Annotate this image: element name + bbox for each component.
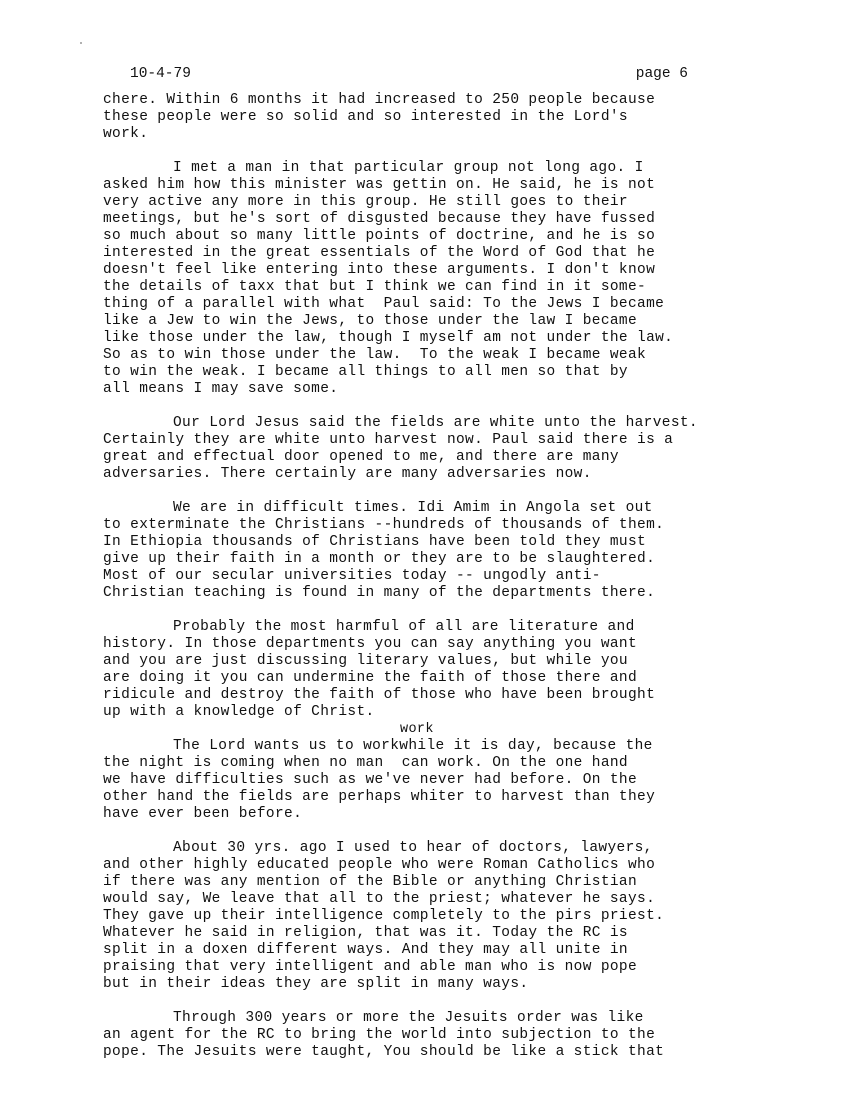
paragraph: [103, 1010, 843, 1061]
text-line: like those under the law, though I myself am not under the law.: [103, 330, 674, 346]
text-line: So as to win those under the law. To the weak I became weak: [103, 347, 647, 363]
text-line: Whatever he said in religion, that was it. Today the RC is: [103, 925, 628, 941]
text-line: would say, We leave that all to the priest; whatever he says.: [103, 891, 656, 907]
text-line: pope. The Jesuits were taught, You should be like a stick that: [103, 1044, 665, 1060]
text-line: They gave up their intelligence completely to the pirs priest.: [103, 908, 665, 924]
text-line: great and effectual door opened to me, and there are many: [103, 449, 619, 465]
text-line: very active any more in this group. He still goes to their: [103, 194, 628, 210]
paragraph: [103, 840, 843, 993]
text-line: ridicule and destroy the faith of those who have been brought: [103, 687, 656, 703]
handwritten-annotation: work: [400, 722, 434, 737]
text-line: Our Lord Jesus said the fields are white unto the harvest.: [173, 415, 698, 431]
text-line: The Lord wants us to workwhile it is day, because the: [173, 738, 653, 754]
text-line: doesn't feel like entering into these arguments. I don't know: [103, 262, 656, 278]
text-line: an agent for the RC to bring the world into subjection to the: [103, 1027, 656, 1043]
text-line: if there was any mention of the Bible or anything Christian: [103, 874, 638, 890]
text-line: In Ethiopia thousands of Christians have been told they must: [103, 534, 647, 550]
text-line: thing of a parallel with what Paul said: To the Jews I became: [103, 296, 665, 312]
text-line: We are in difficult times. Idi Amim in Angola set out: [173, 500, 653, 516]
text-line: history. In those departments you can say anything you want: [103, 636, 638, 652]
header-date: 10-4-79: [130, 66, 191, 82]
text-line: I met a man in that particular group not long ago. I: [173, 160, 644, 176]
text-line: up with a knowledge of Christ.: [103, 704, 375, 720]
text-line: chere. Within 6 months it had increased to 250 people because: [103, 92, 656, 108]
text-line: meetings, but he's sort of disgusted because they have fussed: [103, 211, 656, 227]
text-line: About 30 yrs. ago I used to hear of doctors, lawyers,: [173, 840, 653, 856]
text-line: Through 300 years or more the Jesuits order was like: [173, 1010, 644, 1026]
header-page-number: page 6: [635, 66, 688, 82]
text-line: to exterminate the Christians --hundreds of thousands of them.: [103, 517, 665, 533]
paragraph: [103, 721, 843, 823]
text-line: Certainly they are white unto harvest now. Paul said there is a: [103, 432, 674, 448]
paragraph: [103, 500, 843, 602]
scan-speck: [80, 42, 82, 44]
paragraph: [103, 619, 843, 721]
text-line: to win the weak. I became all things to all men so that by: [103, 364, 628, 380]
text-line: Christian teaching is found in many of the departments there.: [103, 585, 656, 601]
text-line: other hand the fields are perhaps whiter to harvest than they: [103, 789, 656, 805]
text-line: and other highly educated people who were Roman Catholics who: [103, 857, 656, 873]
text-line: have ever been before.: [103, 806, 303, 822]
text-line: we have difficulties such as we've never had before. On the: [103, 772, 638, 788]
text-line: so much about so many little points of doctrine, and he is so: [103, 228, 656, 244]
paragraph: [103, 92, 843, 143]
text-line: Probably the most harmful of all are literature and: [173, 619, 635, 635]
text-line: Most of our secular universities today -- ungodly anti-: [103, 568, 601, 584]
text-line: are doing it you can undermine the faith of those there and: [103, 670, 638, 686]
text-line: like a Jew to win the Jews, to those under the law I became: [103, 313, 638, 329]
text-line: interested in the great essentials of the Word of God that he: [103, 245, 656, 261]
text-line: work.: [103, 126, 149, 142]
text-line: asked him how this minister was gettin on. He said, he is not: [103, 177, 656, 193]
text-line: adversaries. There certainly are many adversaries now.: [103, 466, 592, 482]
text-line: the night is coming when no man can work. On the one hand: [103, 755, 628, 771]
text-line: give up their faith in a month or they are to be slaughtered.: [103, 551, 656, 567]
text-line: these people were so solid and so interested in the Lord's: [103, 109, 628, 125]
text-line: praising that very intelligent and able man who is now pope: [103, 959, 638, 975]
text-line: the details of taxx that but I think we can find in it some-: [103, 279, 647, 295]
document-body: [103, 92, 843, 1078]
paragraph: [103, 415, 843, 483]
text-line: but in their ideas they are split in many ways.: [103, 976, 529, 992]
paragraph: [103, 160, 843, 398]
text-line: and you are just discussing literary values, but while you: [103, 653, 628, 669]
text-line: split in a doxen different ways. And they may all unite in: [103, 942, 628, 958]
text-line: all means I may save some.: [103, 381, 339, 397]
